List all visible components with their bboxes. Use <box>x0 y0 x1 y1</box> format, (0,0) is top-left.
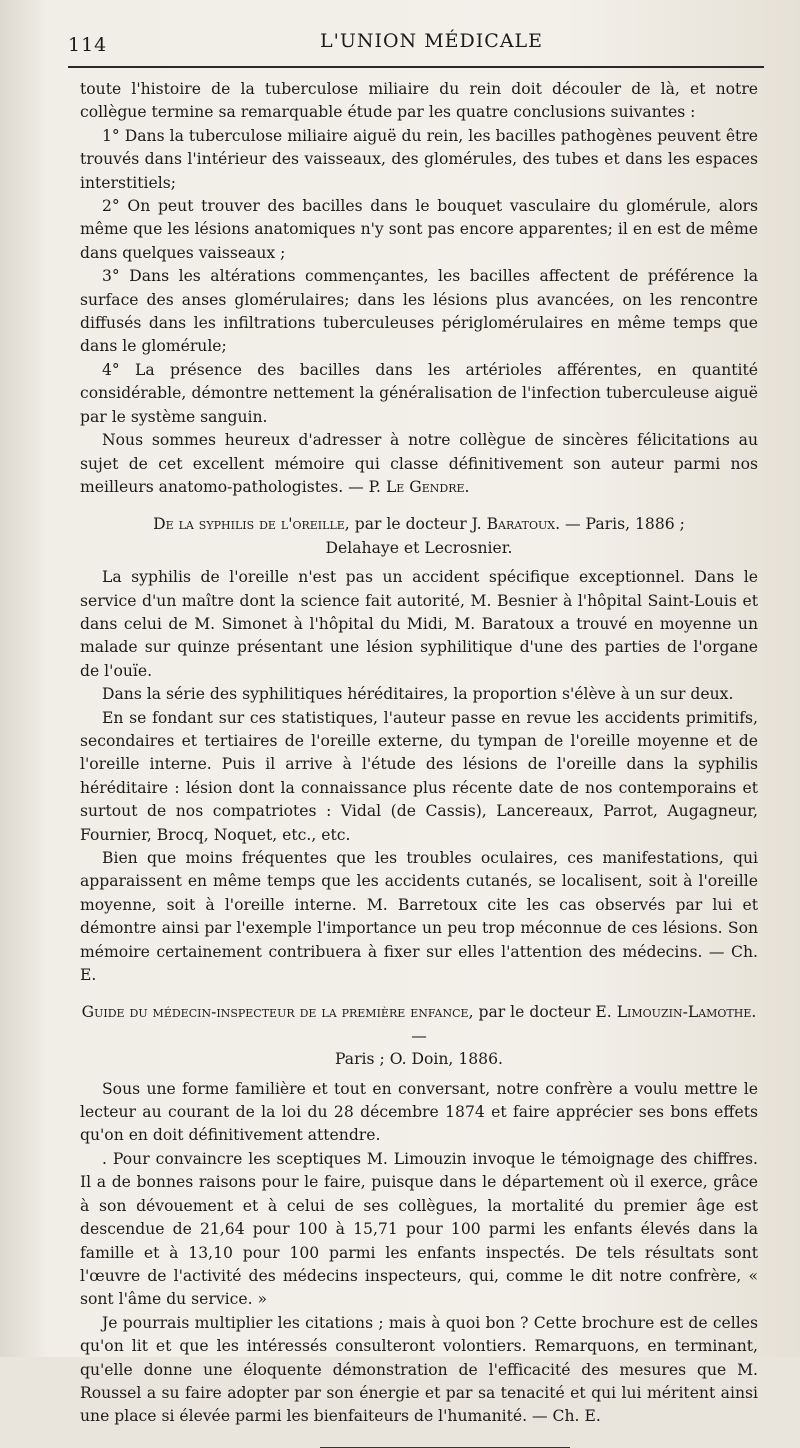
review2-heading <box>80 1001 758 1071</box>
review1-by: , par le docteur J. <box>344 515 487 534</box>
review1-heading <box>80 513 758 560</box>
page-number: 114 <box>68 34 108 56</box>
review1-title: De la syphilis de l'oreille <box>153 515 345 534</box>
review1-paragraph: Bien que moins fréquentes que les troubles oculaires, ces manifestations, qui apparaissent en même temps que les accidents cutanés, se localisent, soit à l'oreille moyenne, soit à l'oreille interne. M. Barretoux cite les cas observés par lui et démontre ainsi par l'exemple l'importance un peu trop méconnue de ces lésions. Son mémoire certainement contribuera à fixer sur elles l'attention des médecins. — Ch. E. <box>80 849 758 985</box>
review2-citation <box>80 1001 758 1048</box>
page-header <box>68 22 758 60</box>
review1-citation <box>80 513 758 536</box>
conclusion-4: 4° La présence des bacilles dans les artérioles afférentes, en quantité considérable, démontre nettement la généralisation de l'infection tuberculeuse aiguë par le système sanguin. <box>80 360 758 426</box>
page-body <box>80 78 758 1448</box>
section1-intro: toute l'histoire de la tuberculose miliaire du rein doit découler de là, et notre collègue termine sa remarquable étude par les quatre conclusions suivantes : <box>80 80 758 122</box>
review1-publisher: Delahaye et Lecrosnier. <box>325 538 513 557</box>
review2-by: , par le docteur E. <box>468 1003 617 1022</box>
conclusion-3: 3° Dans les altérations commençantes, les bacilles affectent de préférence la surface des anses glomérulaires; dans les lésions plus avancées, on les rencontre diffusés dans les infiltrations tuberculeuses périglomérulaires en même temps que dans le glomérule; <box>80 267 758 356</box>
conclusion-1: 1° Dans la tuberculose miliaire aiguë du rein, les bacilles pathogènes peuvent être trouvés dans l'intérieur des vaisseaux, des glomérules, des tubes et dans les espaces interstitiels; <box>80 126 758 192</box>
header-rule <box>68 66 764 68</box>
review1-pub: . — Paris, 1886 ; <box>555 515 685 534</box>
review1-paragraph: En se fondant sur ces statistiques, l'auteur passe en revue les accidents primitifs, secondaires et tertiaires de l'oreille externe, du tympan de l'oreille moyenne et de l'oreille interne. Puis il arrive à l'étude des lésions de l'oreille dans la syphilis héréditaire : lésion dont la connaissance plus récente date de nos contemporains et surtout de nos compatriotes : Vidal (de Cassis), Lancereaux, Parrot, Augagneur, Fournier, Brocq, Noquet, etc., etc. <box>80 708 758 844</box>
review1-paragraph: Dans la série des syphilitiques héréditaires, la proportion s'élève à un sur deux. <box>102 685 734 704</box>
signature: Le Gendre. <box>385 477 470 496</box>
section1-closing <box>80 429 758 499</box>
closing-text: Nous sommes heureux d'adresser à notre collègue de sincères félicitations au sujet de cet excellent mémoire qui classe définitivement son auteur parmi nos meilleurs anatomo-pathologistes. — P. <box>80 431 758 496</box>
running-title: L'UNION MÉDICALE <box>320 30 544 52</box>
review2-title: Guide du médecin-inspecteur de la première enfance <box>81 1003 469 1022</box>
review2-paragraph: . Pour convaincre les sceptiques M. Limouzin invoque le témoignage des chiffres. Il a de bonnes raisons pour le faire, puisque dans le département où il exerce, grâce à son dévouement et à celui de ses collègues, la mortalité du premier âge est descendue de 21,64 pour 100 à 15,71 pour 100 parmi les enfants élevés dans la famille et à 13,10 pour 100 parmi les enfants inspectés. De tels résultats sont l'œuvre de l'activité des médecins inspecteurs, qui, comme le dit notre confrère, « sont l'âme du service. » <box>80 1149 758 1309</box>
review1-author: Baratoux <box>486 515 556 534</box>
review2-paragraph: Sous une forme familière et tout en conversant, notre confrère a voulu mettre le lecteur au courant de la loi du 28 décembre 1874 et faire apprécier ses bons effets qu'on en doit définitivement attendre. <box>80 1079 758 1145</box>
conclusion-2: 2° On peut trouver des bacilles dans le bouquet vasculaire du glomérule, alors même que les lésions anatomiques n'y sont pas encore apparentes; il en est de même dans quelques vaisseaux ; <box>80 197 758 262</box>
review2-paragraph: Je pourrais multiplier les citations ; mais à quoi bon ? Cette brochure est de celles qu'on lit et que les intéressés consulteront volontiers. Remarquons, en terminant, qu'elle donne une éloquente démonstration de l'efficacité des mesures que M. Roussel a su faire adopter par son énergie et par sa tenacité et qui lui méritent ainsi une place si élevée parmi les bienfaiteurs de l'humanité. — Ch. E. <box>80 1313 758 1426</box>
review1-paragraph: La syphilis de l'oreille n'est pas un accident spécifique exceptionnel. Dans le service d'un maître dont la science fait autorité, M. Besnier à l'hôpital Saint-Louis et dans celui de M. Simonet à l'hôpital du Midi, M. Baratoux a trouvé en moyenne un malade sur quinze présentant une lésion syphilitique d'une des parties de l'organe de l'ouïe. <box>80 568 758 680</box>
review2-publisher: Paris ; O. Doin, 1886. <box>335 1050 503 1069</box>
review2-author: Limouzin-Lamothe <box>616 1003 752 1022</box>
review2-pub: . — <box>411 1003 757 1045</box>
